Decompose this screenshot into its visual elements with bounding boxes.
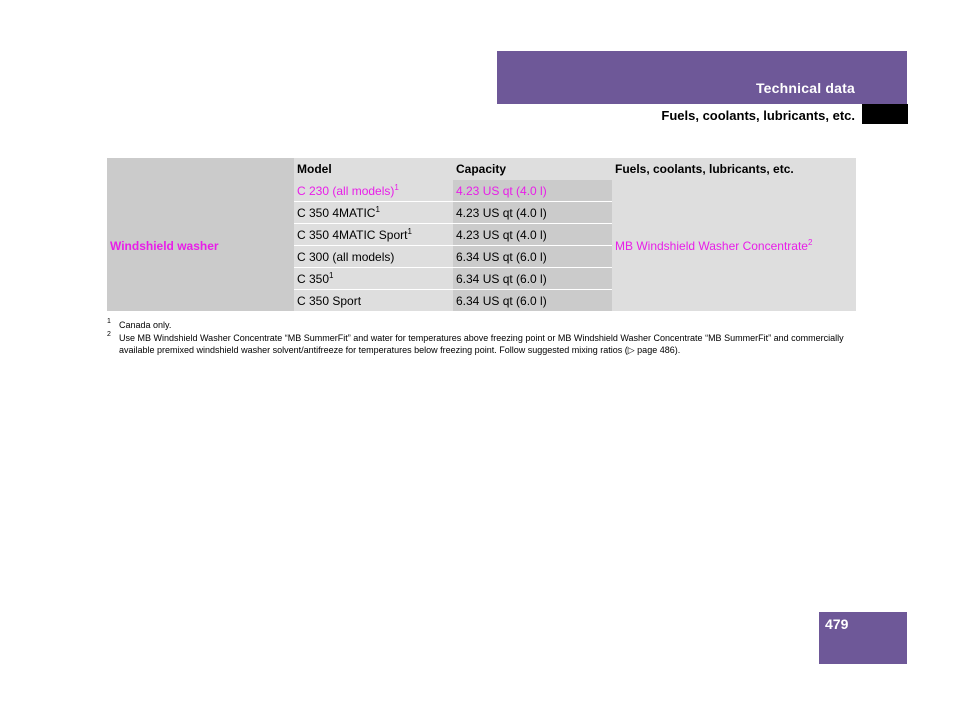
- footnote-text: Canada only.: [119, 320, 172, 330]
- footnote-mark: 2: [107, 330, 111, 338]
- model-cell: [294, 224, 453, 246]
- model-cell: [294, 290, 453, 311]
- section-tab-marker: [862, 104, 908, 124]
- footnote-mark: 1: [107, 318, 111, 325]
- model-name: C 350 4MATIC Sport: [297, 227, 408, 242]
- page-number-box: [819, 612, 907, 664]
- fuel-cell: [612, 180, 856, 311]
- model-name: C 350: [297, 271, 330, 286]
- page-number: 479: [825, 616, 849, 632]
- footnote-ref: 1: [407, 226, 412, 236]
- category-label: Windshield washer: [110, 238, 219, 253]
- model-cell: [294, 246, 453, 268]
- category-cell: [107, 180, 294, 311]
- model-name: C 350 Sport: [297, 293, 362, 308]
- footnote-ref: 1: [375, 204, 380, 214]
- capacity-cell: 6.34 US qt (6.0 l): [453, 246, 612, 268]
- capacity-cell: 4.23 US qt (4.0 l): [453, 202, 612, 224]
- capacity-cell: 6.34 US qt (6.0 l): [453, 290, 612, 311]
- model-cell: [294, 202, 453, 224]
- footnote-ref: 2: [807, 237, 813, 247]
- footnote-text: Use MB Windshield Washer Concentrate “MB SummerFit” and water for temperatures above freezing point or MB Windshield Washer Concentrate “MB SummerFit” and commercially available premixed windshield washer solvent/antifreeze for temperatures below freezing point. Follow suggested mixing ratios (▷ page 486).: [119, 332, 844, 355]
- table-header-row: [107, 158, 856, 180]
- model-name: C 230 (all models): [297, 183, 395, 198]
- table-row: [107, 180, 856, 202]
- section-title: Technical data: [755, 80, 855, 96]
- header-band: [497, 51, 907, 104]
- column-header-model: Model: [294, 158, 453, 180]
- capacity-cell: 4.23 US qt (4.0 l): [453, 180, 612, 202]
- capacity-cell: 4.23 US qt (4.0 l): [453, 224, 612, 246]
- capacity-cell: 6.34 US qt (6.0 l): [453, 268, 612, 290]
- footnotes: [107, 319, 859, 357]
- model-cell: [294, 268, 453, 290]
- footnote: [107, 332, 859, 357]
- column-header-capacity: Capacity: [453, 158, 612, 180]
- fuel-name: MB Windshield Washer Concentrate: [615, 238, 808, 253]
- washer-capacity-table: [107, 158, 856, 311]
- subsection-title: Fuels, coolants, lubricants, etc.: [661, 108, 855, 123]
- column-header-category: [107, 158, 294, 180]
- footnote-ref: 1: [329, 270, 334, 280]
- model-name: C 300 (all models): [297, 249, 395, 264]
- column-header-fuels: Fuels, coolants, lubricants, etc.: [612, 158, 856, 180]
- footnote-ref: 1: [394, 182, 399, 192]
- footnote: [107, 319, 859, 332]
- model-cell: [294, 180, 453, 202]
- model-name: C 350 4MATIC: [297, 205, 376, 220]
